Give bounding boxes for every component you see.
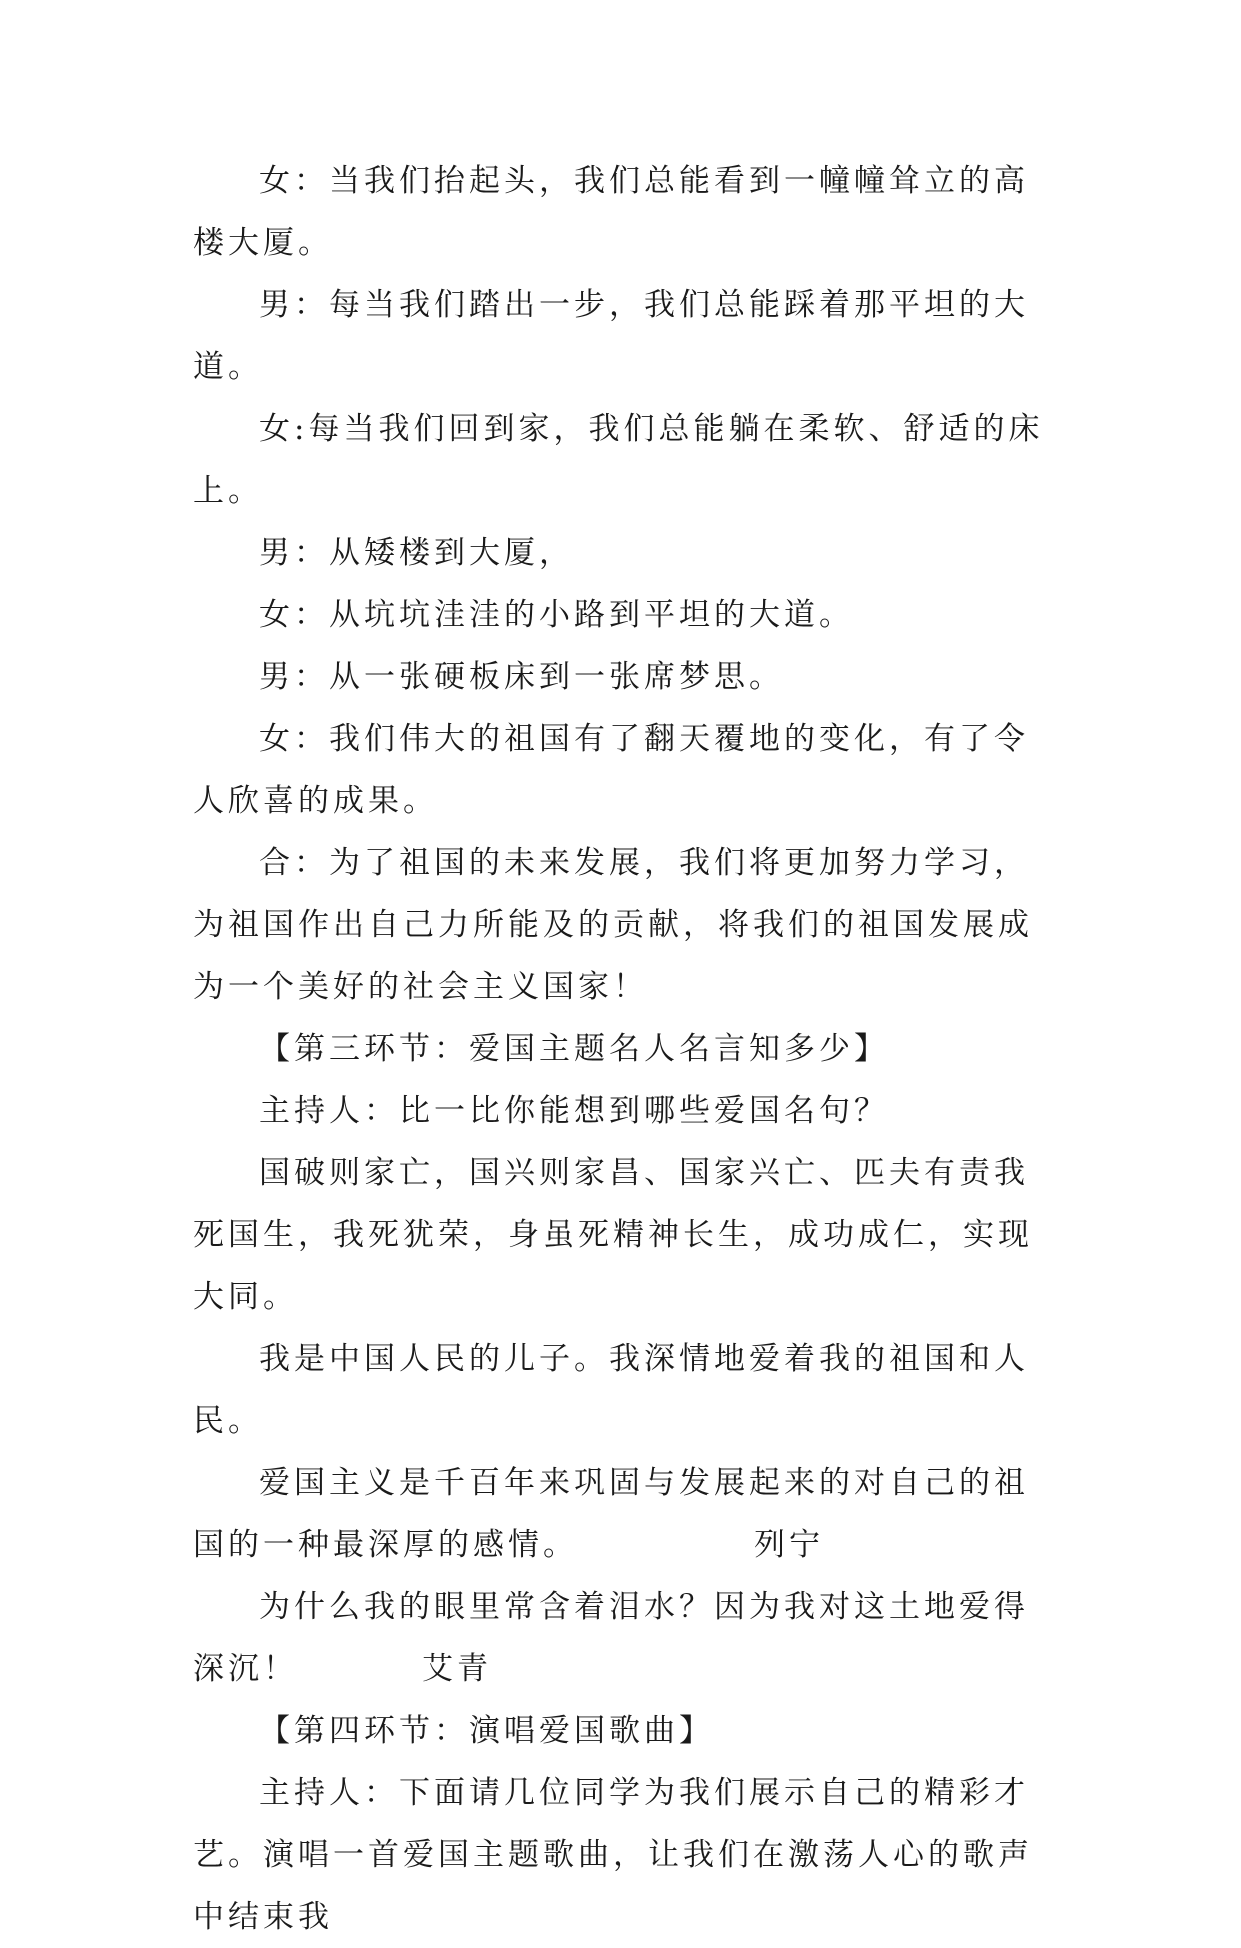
quote-paragraph: 我是中国人民的儿子。我深情地爱着我的祖国和人民。 bbox=[193, 1341, 1029, 1439]
host-line: 主持人：下面请几位同学为我们展示自己的精彩才艺。演唱一首爱国主题歌曲，让我们在激荡人心的歌声中结束我 bbox=[193, 1775, 1033, 1935]
quote-author: 列宁 bbox=[754, 1527, 824, 1563]
dialogue-line: 女：当我们抬起头，我们总能看到一幢幢耸立的高楼大厦。 bbox=[193, 163, 1029, 261]
section-heading: 【第三环节：爱国主题名人名言知多少】 bbox=[259, 1031, 889, 1067]
host-line: 主持人：比一比你能想到哪些爱国名句？ bbox=[259, 1093, 889, 1129]
dialogue-line: 女：从坑坑洼洼的小路到平坦的大道。 bbox=[259, 597, 854, 633]
dialogue-line: 男：从矮楼到大厦， bbox=[259, 535, 574, 571]
quote-paragraph: 国破则家亡，国兴则家昌、国家兴亡、匹夫有责我死国生，我死犹荣，身虽死精神长生，成功成仁，实现大同。 bbox=[193, 1155, 1033, 1315]
dialogue-line: 男：从一张硬板床到一张席梦思。 bbox=[259, 659, 784, 695]
quote-paragraph bbox=[193, 1452, 1063, 1576]
quote-text: 爱国主义是千百年来巩固与发展起来的对自己的祖国的一种最深厚的感情。 bbox=[193, 1465, 1029, 1563]
quote-paragraph bbox=[193, 1576, 1063, 1700]
dialogue-line: 合：为了祖国的未来发展，我们将更加努力学习，为祖国作出自己力所能及的贡献，将我们的祖国发展成为一个美好的社会主义国家！ bbox=[193, 845, 1033, 1005]
section-heading: 【第四环节：演唱爱国歌曲】 bbox=[259, 1713, 714, 1749]
quote-author: 艾青 bbox=[422, 1651, 492, 1687]
quote-text: 为什么我的眼里常含着泪水？因为我对这土地爱得深沉！ bbox=[193, 1589, 1029, 1687]
dialogue-line: 女:每当我们回到家，我们总能躺在柔软、舒适的床上。 bbox=[193, 411, 1044, 509]
dialogue-line: 女：我们伟大的祖国有了翻天覆地的变化，有了令人欣喜的成果。 bbox=[193, 721, 1029, 819]
document-body bbox=[193, 150, 1063, 1948]
dialogue-line: 男：每当我们踏出一步，我们总能踩着那平坦的大道。 bbox=[193, 287, 1029, 385]
